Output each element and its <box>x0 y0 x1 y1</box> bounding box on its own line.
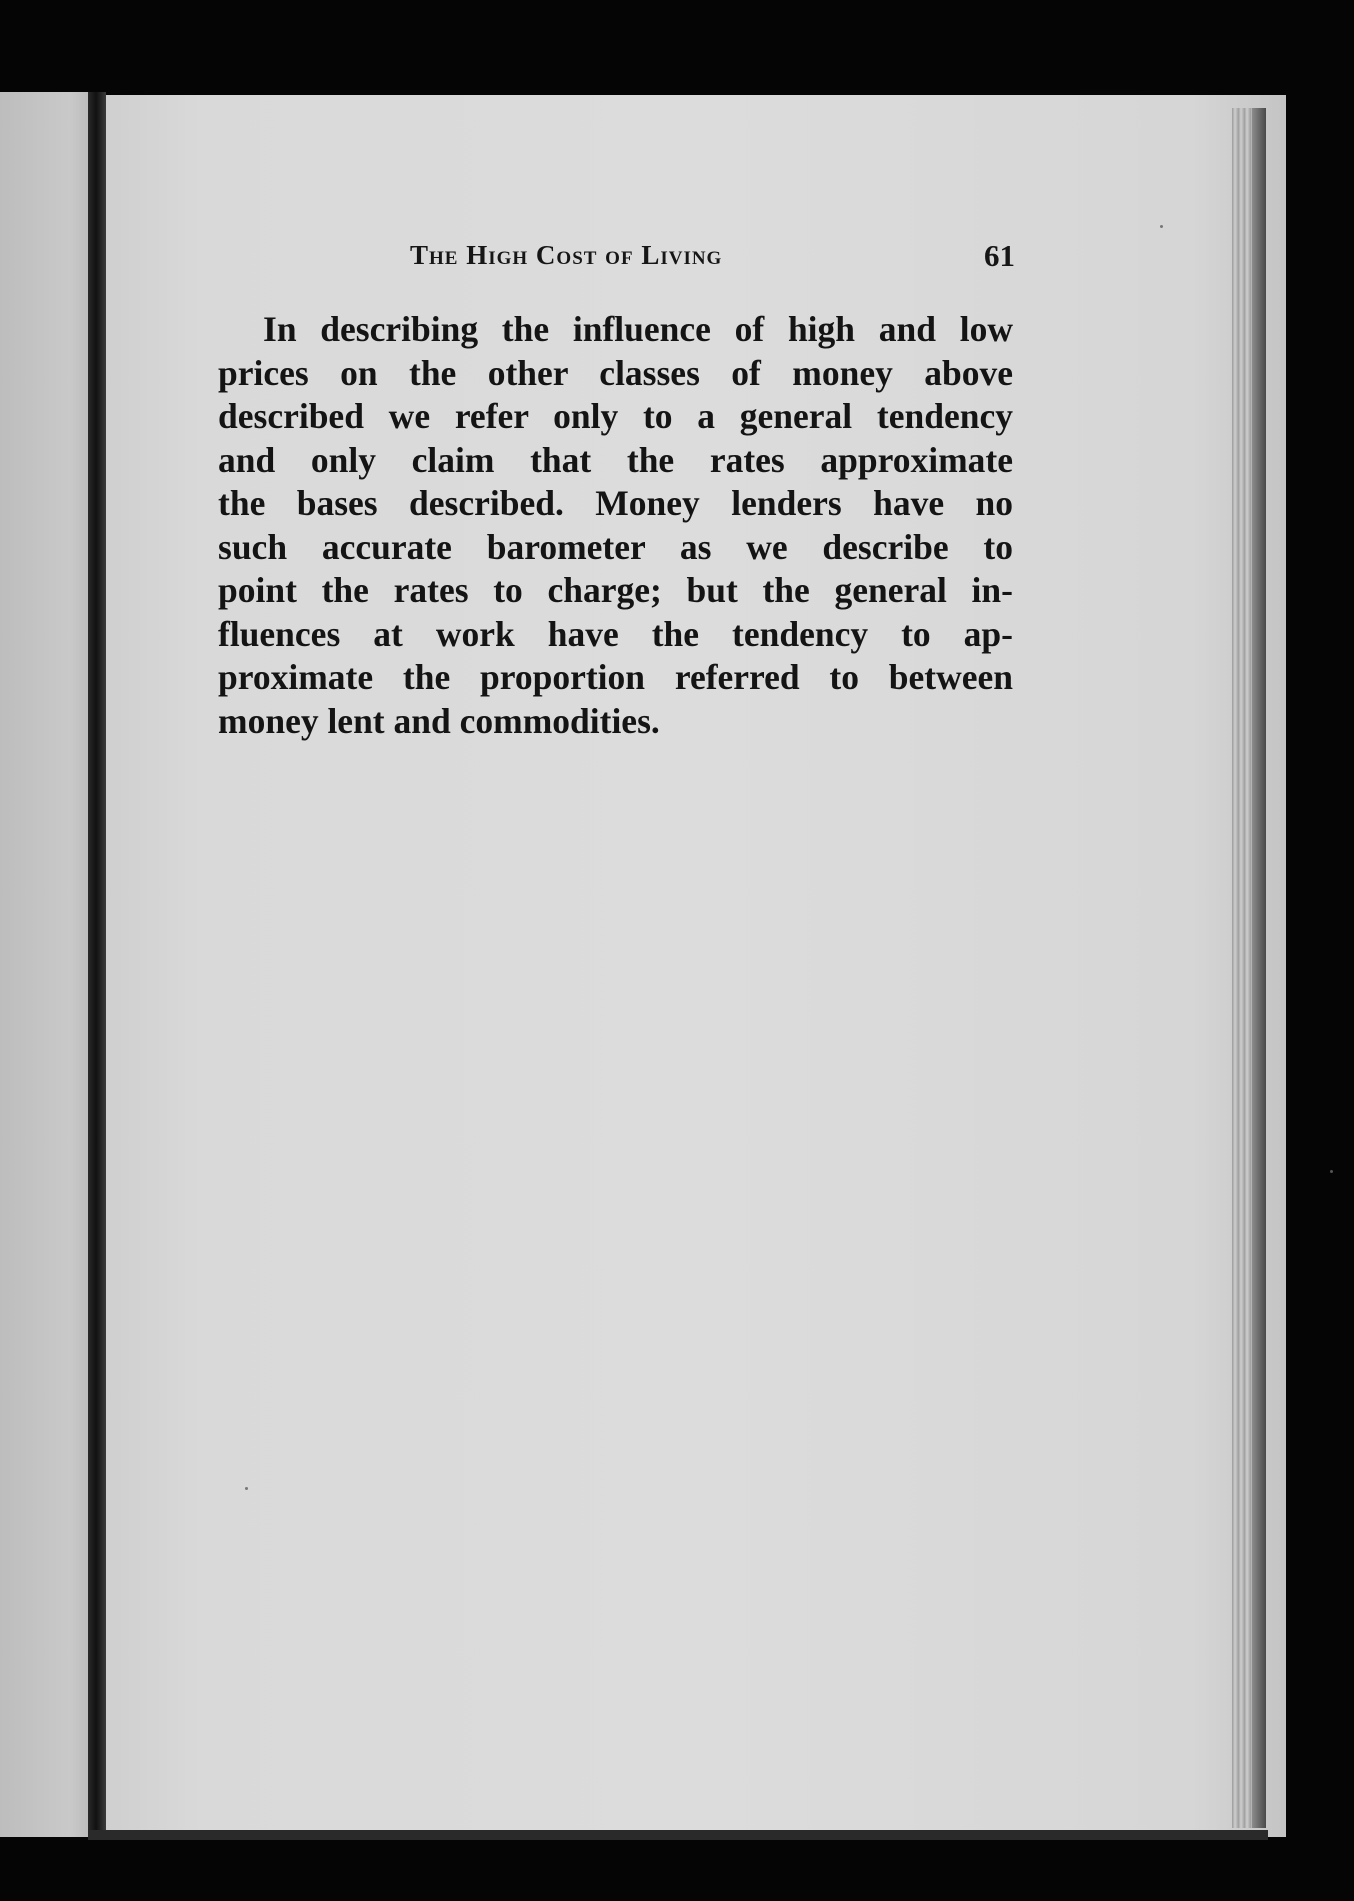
page-number: 61 <box>984 238 1015 273</box>
paragraph-line: such accurate barometer as we describe to <box>218 526 1013 567</box>
scan-speck <box>1160 225 1163 228</box>
paragraph-line: fluences at work have the tendency to ap- <box>218 613 1013 654</box>
paragraph-line: point the rates to charge; but the general in- <box>218 570 1013 610</box>
book-gutter <box>88 92 106 1837</box>
paragraph-line: money lent and commodities. <box>218 700 660 741</box>
running-head <box>200 240 1015 284</box>
paragraph-line: proximate the proportion referred to between <box>218 657 1013 697</box>
paragraph-line: prices on the other classes of money above <box>218 352 1013 393</box>
page-stack-edge <box>1232 108 1252 1828</box>
bottom-page-shadow <box>88 1830 1268 1840</box>
body-paragraph <box>218 308 1013 743</box>
facing-page-edge <box>0 92 100 1837</box>
paragraph-line: described we refer only to a general tendency <box>218 396 1013 436</box>
paragraph-line: and only claim that the rates approximate <box>218 439 1013 480</box>
scan-speck <box>1330 1170 1333 1173</box>
paragraph-line: the bases described. Money lenders have no <box>218 483 1013 523</box>
paragraph-line: In describing the influence of high and low <box>263 309 1013 349</box>
cover-edge <box>1252 108 1266 1828</box>
scan-speck <box>245 1487 248 1490</box>
running-title: The High Cost of Living <box>410 240 723 270</box>
